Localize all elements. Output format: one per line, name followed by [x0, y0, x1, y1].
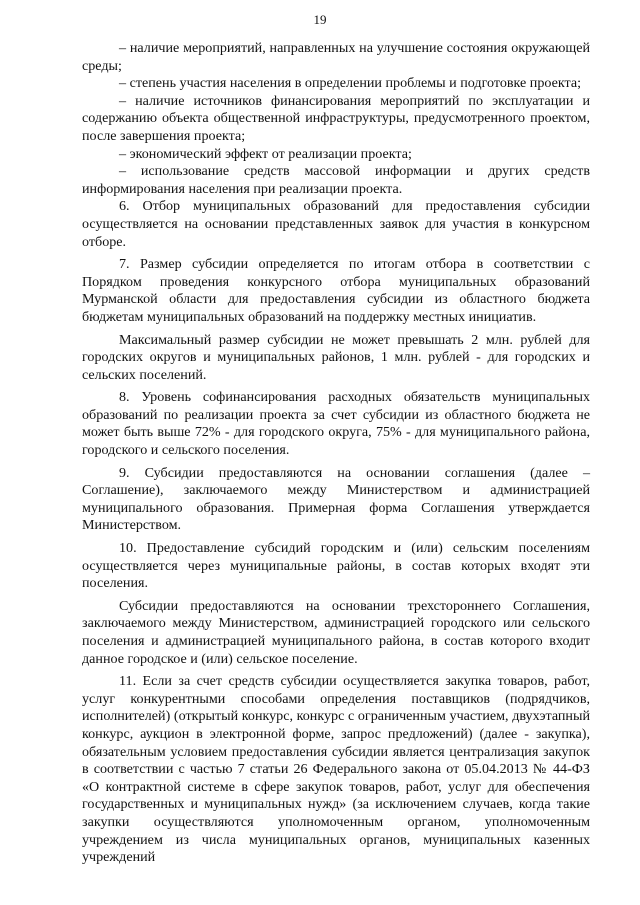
- clause-10: 10. Предоставление субсидий городским и (или) сельским поселениям осуществляется через муниципальные районы, в состав которых входят эти поселения.: [82, 540, 590, 592]
- bullet-mass-media: – использование средств массовой информации и других средств информирования населения при реализации проекта.: [82, 163, 590, 197]
- clause-9: 9. Субсидии предоставляются на основании соглашения (далее – Соглашение), заключаемого между Министерством и администрацией муниципального образования. Примерная форма Соглашения утверждается Министерством.: [82, 464, 590, 534]
- clause-11: 11. Если за счет средств субсидии осуществляется закупка товаров, работ, услуг конкурентными способами определения поставщиков (подрядчиков, исполнителей) (открытый конкурс, конкурс с ограниченным участием, двухэтапный конкурс, аукцион в электронной форме, запрос предложений) (далее - закупка), обязательным условием предоставления субсидии является централизация закупок в соответствии с частью 7 статьи 26 Федерального закона от 05.04.2013 № 44-ФЗ «О контрактной системе в сфере закупок товаров, работ, услуг для обеспечения государственных и муниципальных нужд» (за исключением случаев, когда такие закупки осуществляются уполномоченным органом, уполномоченным учреждением из числа муниципальных органов, муниципальных казенных учреждений: [82, 673, 590, 866]
- clause-8: 8. Уровень софинансирования расходных обязательств муниципальных образований по реализации проекта за счет субсидии из областного бюджета не может быть выше 72% - для городского округа, 75% - для муниципального района, городского и сельского поселения.: [82, 389, 590, 459]
- bullet-population-participation: – степень участия населения в определении проблемы и подготовке проекта;: [119, 75, 582, 92]
- bullet-financing-sources: – наличие источников финансирования мероприятий по эксплуатации и содержанию объекта общественной инфраструктуры, предусмотренного проектом, после завершения проекта;: [82, 92, 590, 144]
- clause-10-tripartite: Субсидии предоставляются на основании трехстороннего Соглашения, заключаемого между Министерством, администрацией городского или сельского поселения и администрацией муниципального района, в состав которого входит данное городское и (или) сельское поселение.: [82, 597, 590, 667]
- bullet-economic-effect: – экономический эффект от реализации проекта;: [119, 145, 412, 162]
- clause-7-max-amount: Максимальный размер субсидии не может превышать 2 млн. рублей для городских округов и муниципальных районов, 1 млн. рублей - для городских и сельских поселений.: [82, 331, 590, 383]
- clause-6: 6. Отбор муниципальных образований для предоставления субсидии осуществляется на основании представленных заявок для участия в конкурсном отборе.: [82, 198, 590, 250]
- clause-7: 7. Размер субсидии определяется по итогам отбора в соответствии с Порядком проведения конкурсного отбора муниципальных образований Мурманской области для предоставления субсидии из областного бюджета бюджетам муниципальных образований на поддержку местных инициатив.: [82, 256, 590, 325]
- bullet-environment: – наличие мероприятий, направленных на улучшение состояния окружающей среды;: [82, 40, 590, 74]
- page-number: 19: [313, 12, 327, 27]
- document-body: [82, 40, 590, 867]
